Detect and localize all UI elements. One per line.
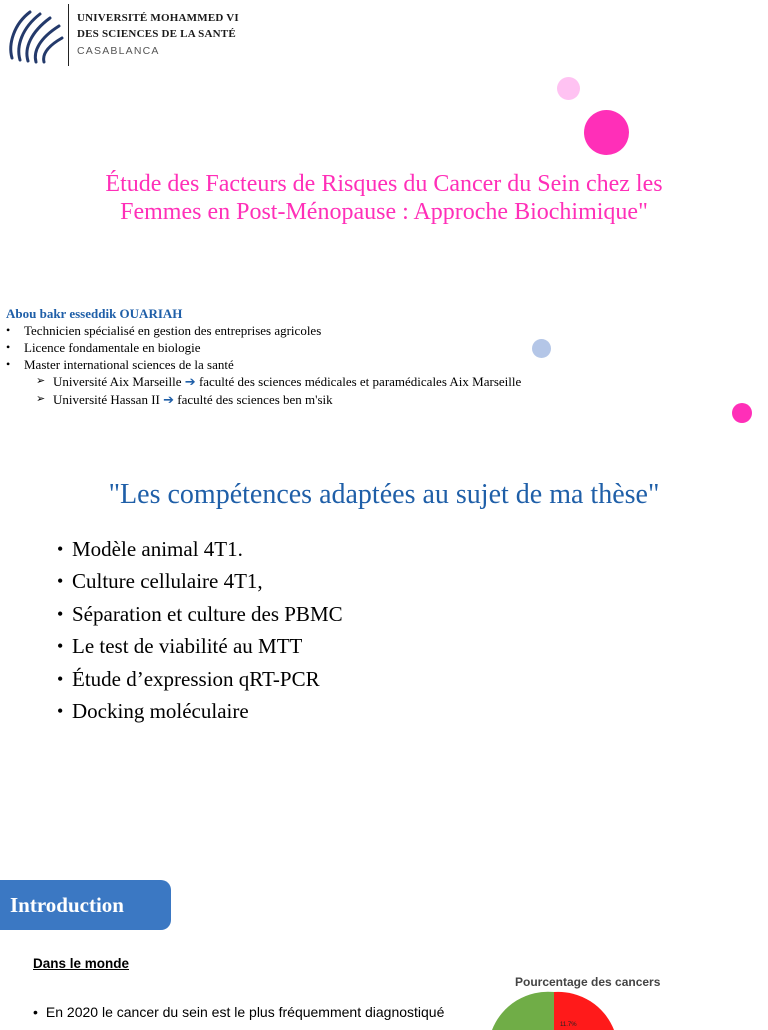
decor-dot-magenta xyxy=(584,110,629,155)
arrow-right-icon: ➔ xyxy=(184,375,196,390)
arrow-right-icon: ➔ xyxy=(163,393,175,408)
introduction-button[interactable] xyxy=(0,880,171,930)
competence-item: • Le test de viabilité au MTT xyxy=(57,630,343,662)
sub-item-from: Université Hassan II xyxy=(53,392,160,407)
chart-title: Pourcentage des cancers xyxy=(515,975,661,989)
logo-line-2: DES SCIENCES DE LA SANTÉ xyxy=(77,28,236,40)
logo-divider xyxy=(68,4,69,66)
author-sub-item xyxy=(6,373,706,391)
decor-dot-small-magenta xyxy=(732,403,752,423)
logo-line-1: UNIVERSITÉ MOHAMMED VI xyxy=(77,12,239,24)
competences-list xyxy=(57,533,343,727)
competence-item: • Séparation et culture des PBMC xyxy=(57,598,343,630)
decor-dot-light-pink xyxy=(557,77,580,100)
chevron-right-icon: ➢ xyxy=(36,393,46,405)
chevron-right-icon: ➢ xyxy=(36,375,46,387)
thesis-title-line-1: Étude des Facteurs de Risques du Cancer du Sein chez les xyxy=(105,171,663,197)
competence-item: • Étude d’expression qRT-PCR xyxy=(57,663,343,695)
bullet-icon: • xyxy=(33,1004,38,1020)
author-item: • Licence fondamentale en biologie xyxy=(6,339,706,356)
section-subheading: Dans le monde xyxy=(33,956,130,971)
logo-line-3: CASABLANCA xyxy=(77,45,160,57)
author-item: • Master international sciences de la santé xyxy=(6,356,706,373)
university-logo xyxy=(0,0,270,74)
author-item: • Technicien spécialisé en gestion des entreprises agricoles xyxy=(6,322,706,339)
author-sub-item xyxy=(6,391,706,409)
pie-slice-label: 11.7% xyxy=(560,1022,577,1028)
pie-slice-green xyxy=(492,992,554,1030)
competence-item: • Modèle animal 4T1. xyxy=(57,533,343,565)
competence-item: • Docking moléculaire xyxy=(57,695,343,727)
pie-chart xyxy=(470,990,650,1030)
competence-item: • Culture cellulaire 4T1, xyxy=(57,565,343,597)
sub-item-to: faculté des sciences médicales et paramédicales Aix Marseille xyxy=(198,374,522,389)
thesis-title-line-2: Femmes en Post-Ménopause : Approche Biochimique" xyxy=(120,199,648,225)
thesis-title xyxy=(40,170,728,226)
intro-bullet-item xyxy=(33,1004,444,1020)
intro-bullet-text: En 2020 le cancer du sein est le plus fréquemment diagnostiqué xyxy=(45,1004,445,1020)
competences-title: "Les compétences adaptées au sujet de ma thèse" xyxy=(108,479,660,510)
sub-item-from: Université Aix Marseille xyxy=(53,374,182,389)
author-name: Abou bakr esseddik OUARIAH xyxy=(6,306,183,321)
introduction-label: Introduction xyxy=(10,892,124,917)
sub-item-to: faculté des sciences ben m'sik xyxy=(177,392,333,407)
logo-swirl-icon xyxy=(4,6,64,64)
author-section xyxy=(6,305,706,409)
